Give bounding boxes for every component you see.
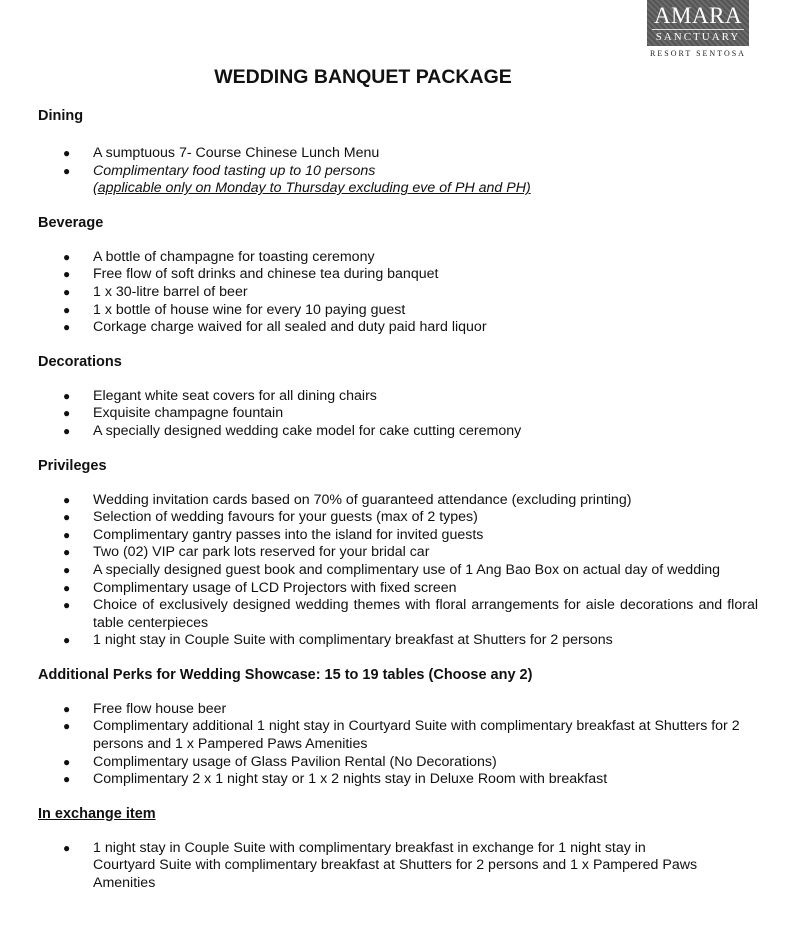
- list-item-text: A specially designed guest book and complimentary use of 1 Ang Bao Box on actual day of wedding: [93, 561, 721, 578]
- section-dining: [38, 107, 758, 198]
- section-privileges: [38, 457, 758, 650]
- list-item: [38, 492, 758, 510]
- bullet-icon: ●: [63, 146, 71, 160]
- bullet-icon: ●: [63, 320, 71, 335]
- bullet-icon: ●: [63, 772, 71, 787]
- section-heading-in-exchange: In exchange item: [38, 805, 156, 822]
- list-item: [38, 562, 758, 580]
- page-title: WEDDING BANQUET PACKAGE: [214, 66, 512, 88]
- list-item: [38, 266, 758, 284]
- list-item: [38, 718, 758, 753]
- section-heading-additional-perks: Additional Perks for Wedding Showcase: 15 to 19 tables (Choose any 2): [38, 666, 533, 683]
- list-item: [38, 163, 758, 198]
- list-item: [38, 840, 758, 893]
- bullet-icon: ●: [63, 840, 71, 855]
- section-beverage: [38, 214, 758, 337]
- section-heading-beverage: Beverage: [38, 214, 104, 231]
- bullet-icon: ●: [63, 388, 71, 403]
- list-item-text: Corkage charge waived for all sealed and duty paid hard liquor: [93, 319, 487, 336]
- list-item: [38, 388, 758, 406]
- list-item-text: A specially designed wedding cake model for cake cutting ceremony: [93, 422, 522, 439]
- section-in-exchange: [38, 805, 758, 893]
- list-item-text: Two (02) VIP car park lots reserved for your bridal car: [93, 544, 430, 561]
- applicability-note: (applicable only on Monday to Thursday excluding eve of PH and PH): [93, 180, 531, 197]
- bullet-icon: ●: [63, 492, 71, 507]
- list-item-text: Elegant white seat covers for all dining chairs: [93, 387, 377, 404]
- amara-logo: [647, 0, 749, 58]
- list-item-text: Exquisite champagne fountain: [93, 405, 284, 422]
- list-item: [38, 544, 758, 562]
- list-item-text: Free flow of soft drinks and chinese tea during banquet: [93, 266, 439, 283]
- dining-list: [38, 145, 758, 198]
- list-item: [38, 423, 758, 441]
- logo-box: [647, 0, 749, 46]
- list-item-text: Wedding invitation cards based on 70% of guaranteed attendance (excluding printing): [93, 491, 632, 508]
- bullet-icon: ●: [63, 510, 71, 525]
- bullet-icon: ●: [63, 701, 71, 716]
- list-item: [38, 405, 758, 423]
- section-additional-perks: [38, 666, 758, 789]
- list-item: [38, 284, 758, 302]
- list-item: [38, 527, 758, 545]
- logo-sub-text: SANCTUARY: [652, 29, 744, 43]
- bullet-icon: ●: [63, 754, 71, 769]
- beverage-list: [38, 249, 758, 337]
- bullet-icon: ●: [63, 406, 71, 421]
- privileges-list: [38, 492, 758, 650]
- section-heading-decorations: Decorations: [38, 353, 122, 370]
- bullet-icon: ●: [63, 267, 71, 282]
- list-item-text: Complimentary 2 x 1 night stay or 1 x 2 nights stay in Deluxe Room with breakfast: [93, 771, 608, 788]
- list-item-text: 1 night stay in Couple Suite with complimentary breakfast in exchange for 1 night stay in Courtyard Suite with complimentary breakfast at Shutters for 2 persons and 1 x Pampered Paws Amenities: [93, 839, 698, 892]
- list-item: [38, 754, 758, 772]
- in-exchange-list: [38, 840, 758, 893]
- bullet-icon: ●: [63, 249, 71, 264]
- bullet-icon: ●: [63, 562, 71, 577]
- bullet-icon: ●: [63, 423, 71, 438]
- list-item-text: 1 night stay in Couple Suite with complimentary breakfast at Shutters for 2 persons: [93, 632, 613, 649]
- list-item-text: Complimentary usage of Glass Pavilion Rental (No Decorations): [93, 753, 497, 770]
- document-body: [38, 107, 758, 893]
- list-item-text: Complimentary gantry passes into the island for invited guests: [93, 526, 484, 543]
- list-item: [38, 701, 758, 719]
- section-heading-dining: Dining: [38, 108, 84, 124]
- list-item: [38, 319, 758, 337]
- list-item: [38, 771, 758, 789]
- list-item: [38, 302, 758, 320]
- list-item: [38, 145, 758, 163]
- list-item: [38, 632, 758, 650]
- bullet-icon: ●: [63, 302, 71, 317]
- bullet-icon: ●: [63, 580, 71, 595]
- bullet-icon: ●: [63, 598, 71, 613]
- decorations-list: [38, 388, 758, 441]
- list-item-text: Complimentary usage of LCD Projectors with fixed screen: [93, 579, 457, 596]
- list-item: [38, 597, 758, 632]
- logo-main-text: AMARA: [653, 3, 743, 28]
- list-item-text: A sumptuous 7- Course Chinese Lunch Menu: [93, 145, 380, 161]
- list-item-text: Complimentary food tasting up to 10 persons: [93, 162, 376, 179]
- bullet-icon: ●: [63, 633, 71, 648]
- section-heading-privileges: Privileges: [38, 457, 107, 474]
- list-item-text: Selection of wedding favours for your guests (max of 2 types): [93, 509, 478, 526]
- list-item-text: Free flow house beer: [93, 700, 227, 717]
- bullet-icon: ●: [63, 527, 71, 542]
- bullet-icon: ●: [63, 284, 71, 299]
- list-item-text: 1 x bottle of house wine for every 10 paying guest: [93, 301, 406, 318]
- section-decorations: [38, 353, 758, 441]
- bullet-icon: ●: [63, 719, 71, 734]
- list-item: [38, 249, 758, 267]
- list-item-text: Choice of exclusively designed wedding themes with floral arrangements for aisle decorations and floral table centerpieces: [93, 597, 758, 631]
- logo-tagline: RESORT SENTOSA: [650, 49, 746, 58]
- list-item-text: 1 x 30-litre barrel of beer: [93, 283, 248, 300]
- list-item: [38, 509, 758, 527]
- bullet-icon: ●: [63, 163, 71, 178]
- list-item-text: Complimentary additional 1 night stay in Courtyard Suite with complimentary breakfast at Shutters for 2 persons and 1 x Pampered Paws Amenities: [93, 718, 740, 753]
- list-item-text: A bottle of champagne for toasting ceremony: [93, 248, 375, 265]
- bullet-icon: ●: [63, 545, 71, 560]
- list-item: [38, 580, 758, 598]
- additional-perks-list: [38, 701, 758, 789]
